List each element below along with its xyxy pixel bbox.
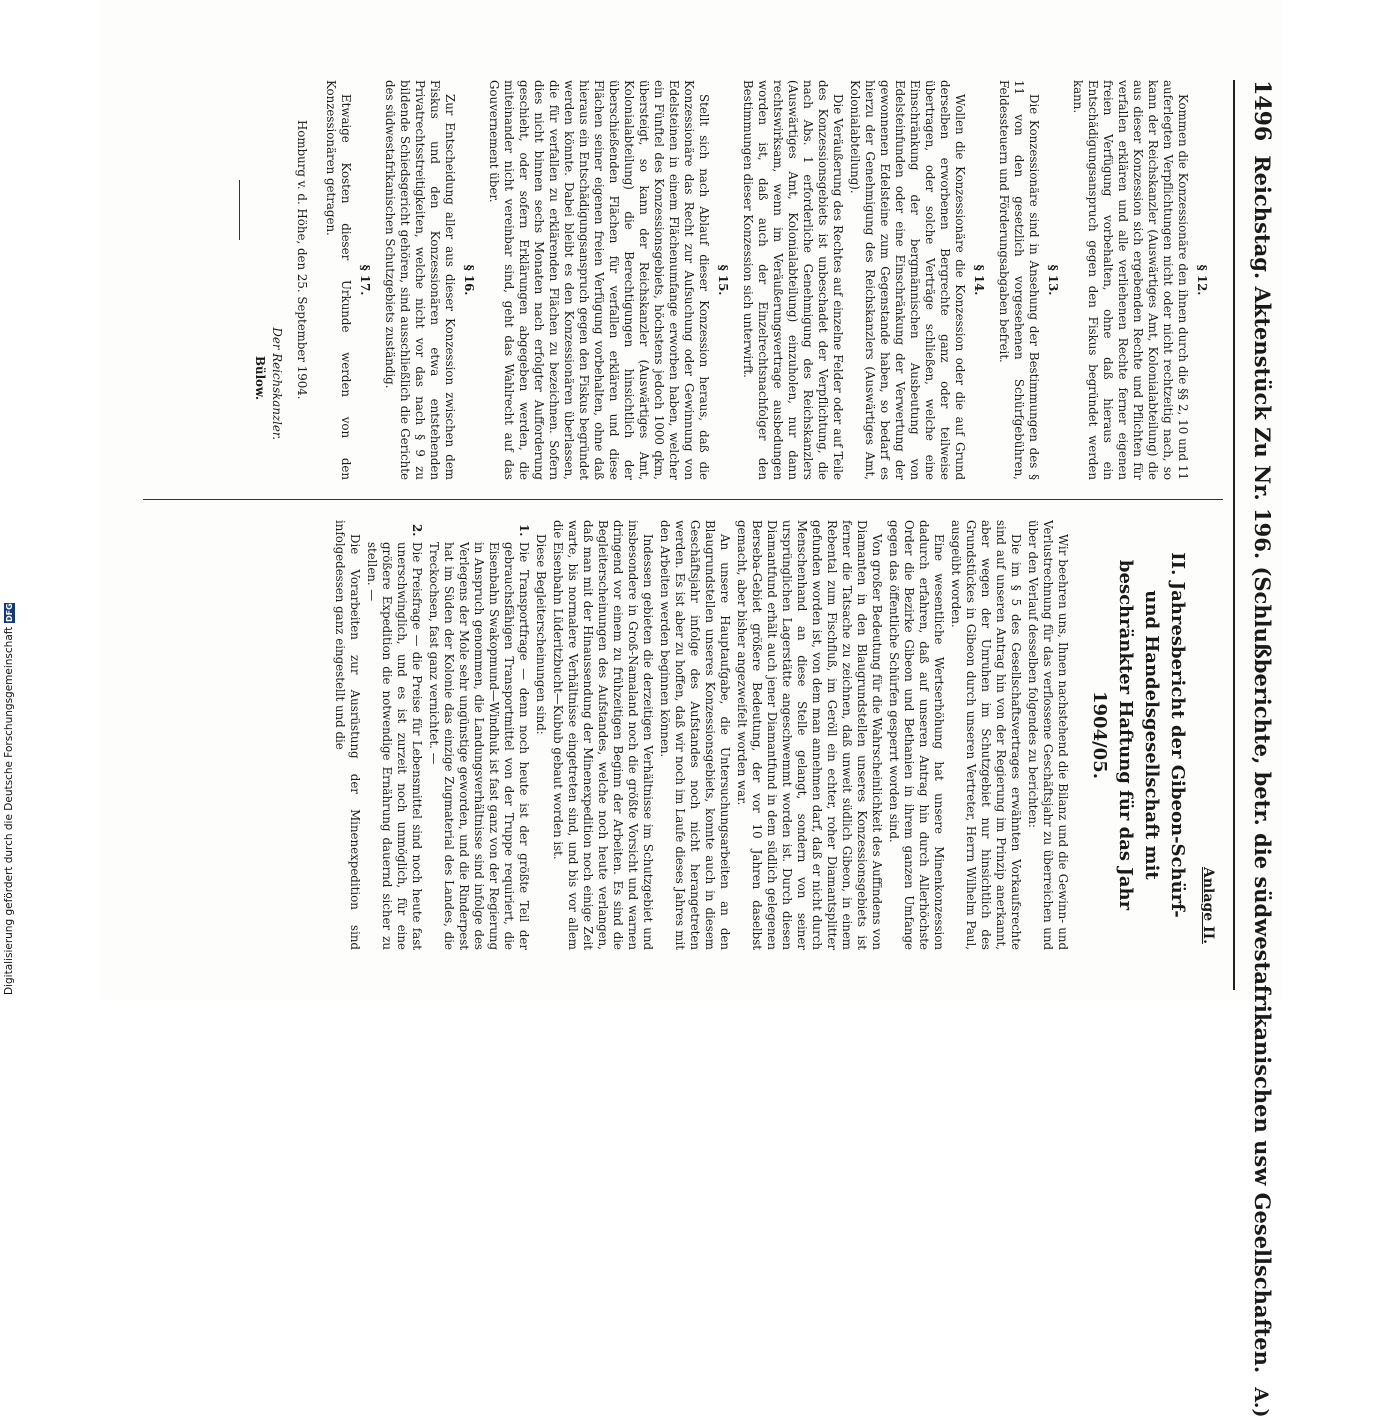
report-paragraph: Indessen gebieten die derzeitigen Verhältnisse im Schutzgebiet und insbesondere in Groß-Namaland noch die größte Vorsicht und warnen dringend vor einem zu frühzeitigen Beginn der Arbeiten. Es sind die Begleiterscheinungen des Aufstandes, welche noch heute verlangen, daß man mit der Hinaussendung der Minenexpedition noch einige Zeit warte, bis normalere Verhältnisse eingetreten sind, und bis vor allem die Eisenbahn Lüderitzbucht—Kubub gebaut worden ist. (551, 520, 655, 950)
annex-marker: A.) (1250, 1387, 1272, 1418)
section-heading: § 14. (972, 264, 986, 296)
section-paragraph: Zur Entscheidung aller aus dieser Konzession zwischen dem Fiskus und den Konzessionären etwa entstehenden Privatrechtsstreitigkeiten, welche nicht vor das nach § 9 zu bildende Schiedsgericht gehören, sind ausschließlich die Gerichte des südwestafrikanischen Schutzgebiets zuständig. (383, 80, 457, 480)
list-item (364, 520, 424, 950)
report-paragraph: An unsere Hauptaufgabe, die Untersuchungsarbeiten an den Blaugrundstellen unseres Konzessionsgebiets, konnte auch in diesem Geschäftsjahr infolge des Aufstandes noch nicht herangetreten werden. Es ist aber zu hoffen, daß wir noch im Laufe dieses Jahres mit den Arbeiten werden beginnen können. (658, 520, 732, 950)
left-column (119, 80, 1219, 480)
section-paragraph: Etwaige Kosten dieser Urkunde werden von den Konzessionären getragen. (324, 80, 353, 480)
digitization-credit (3, 603, 15, 995)
report-title: II. Jahresbericht der Gibeon-Schürf- und Handelsgesellschaft mit beschränkter Haftung für das Jahr 1904/05. (1089, 552, 1188, 918)
place-date: Homburg v. d. Höhe, den 25. September 1904. (295, 120, 309, 400)
list-item (426, 520, 531, 950)
right-column (119, 520, 1219, 950)
section-heading: § 15. (716, 264, 730, 296)
list-text: Die Preisfrage — die Preise für Lebensmittel sind noch heute fast unerschwinglich, und es ist zurzeit noch unmöglich, für eine größere Expedition die notwendige Ernährung dauernd sicher zu stellen. — (365, 542, 424, 950)
list-number: 2. (410, 524, 424, 537)
sidebar-strip (0, 0, 22, 1000)
page-header (1233, 80, 1275, 1418)
report-paragraph: Eine wesentliche Wertserhöhung hat unsere Minenkonzession dadurch erfahren, daß auf unseren Antrag hin durch Allerhöchste Order die Bezirke Gibeon und Bethanien in ihrem ganzen Umfange gegen das öffentliche Schürfen gesperrt worden sind. (887, 520, 946, 950)
section-paragraph: Die Veräußerung des Rechtes auf einzelne Felder oder auf Teile des Konzessionsgebiets ist unbeschadet der Verpflichtung, die nach Abs. 1 erforderliche Genehmigung des Reichskanzlers (Auswärtiges Amt, Kolonialabteilung) einzuholen, nur dann rechtswirksam, wenn im Veräußerungsvertrage ausbedungen worden ist, daß auch der Einzelrechtsnachfolger den Bestimmungen dieser Konzession sich unterwirft. (741, 80, 845, 480)
report-paragraph: Die im § 5 des Gesellschaftsvertrages erwähnten Vorkaufsrechte sind auf unseren Antrag hin von der Regierung im Prinzip anerkannt, aber wegen der Unruhen im Schutzgebiet nur hinsichtlich des Grundstückes in Gibeon durch unseren Vertreter, Herrn Wilhelm Paul, ausgeübt worden. (949, 520, 1023, 950)
section-heading: § 13. (1046, 264, 1060, 296)
dfg-logo-icon: DFG (4, 603, 14, 622)
section-paragraph: Wollen die Konzessionäre die Konzession oder die auf Grund derselben erworbenen Bergrechte ganz oder teilweise übertragen, oder solche Verträge schließen, welche eine Einschränkung der bergmännischen Ausbeutung von Edelsteinfunden oder eine Einschränkung der Verwertung der gewonnenen Edelsteine zum Gegenstande haben, so bedarf es hierzu der Genehmigung des Reichskanzlers (Auswärtiges Amt, Kolonialabteilung). (848, 80, 967, 480)
section-heading: § 12. (1195, 264, 1209, 296)
report-paragraph: Wir beehren uns, Ihnen nachstehend die Bilanz und die Gewinn- und Verlustrechnung für das verflossene Geschäftsjahr zu überreichen und über den Verlauf desselben folgendes zu berichten: (1026, 520, 1070, 950)
section-heading: § 16. (462, 264, 476, 296)
section-paragraph: Die Konzessionäre sind in Ansehung der Bestimmungen des § 11 von den gesetzlich vorgesehenen Schürfgebühren, Feldessteuern und Förderungsabgaben befreit. (997, 80, 1041, 480)
document-page (100, 0, 1283, 1418)
column-divider (143, 499, 1223, 500)
report-paragraph: Die Vorarbeiten zur Ausrüstung der Minenexpedition sind infolgedessen ganz eingestellt und die (333, 520, 362, 950)
section-paragraph: Stellt sich nach Ablauf dieser Konzession heraus, daß die Konzessionäre das Recht zur Aufsuchung oder Gewinnung von Edelsteinen in einem Flächenumfange erworben haben, welcher ein Fünftel des Konzessionsgebiets, höchstens jedoch 1000 qkm, übersteigt, so kann der Reichskanzler (Auswärtiges Amt, Kolonialabteilung) die Berechtigungen hinsichtlich der überschießenden Flächen für verfallen erklären und diese Flächen seiner eigenen freien Verfügung vorbehalten, ohne daß hieraus ein Entschädigungsanspruch gegen den Fiskus begründet werden könnte. Dabei bleibt es den Konzessionären überlassen, die für verfallen zu erklärenden Flächen zu bezeichnen. Sofern dies nicht binnen sechs Monaten nach erfolgter Aufforderung geschieht, oder sofern Erklärungen abgegeben werden, die miteinander nicht vereinbar sind, geht das Wahlrecht auf das Gouvernement über. (487, 80, 711, 480)
page-number: 1496 (1249, 80, 1275, 142)
signature-role: Der Reichskanzler. (270, 327, 284, 440)
section-heading: § 17. (358, 264, 372, 296)
annex-label: Anlage II. (1200, 867, 1216, 944)
closing-rule (239, 180, 240, 240)
signature-name: Bülow. (253, 356, 267, 400)
credit-text: Digitalisierung gefördert durch die Deutsche Forschungsgemeinschaft (3, 626, 15, 995)
report-paragraph: Diese Begleiterscheinungen sind: (534, 534, 548, 735)
report-paragraph: Von großer Bedeutung für die Wahrscheinlichkeit des Auffindens von Diamanten in den Blaugrundstellen unseres Konzessionsgebiets ist ferner die Tatsache zu zeichnen, daß unweit südlich Gibeon, in einem Rebental zum Fischfluß, im Geröll ein echter, roher Diamantsplitter gefunden worden ist, von dem man annehmen darf, daß er nicht durch Menschenhand an diese Stelle gelangt, sondern von seiner ursprünglichen Lagerstätte angeschwemmt worden ist. Durch diesen Diamantfund erhält auch jener Diamantfund in dem südlich gelegenen Berseba-Gebiet größere Bedeutung, der vor 10 Jahren daselbst gemacht, aber bisher angezweifelt worden war. (735, 520, 884, 950)
list-text: Die Transportfrage — denn noch heute ist der größte Teil der gebrauchsfähigen Transportmittel von der Truppe requiriert, die Eisenbahn Swakopmund—Windhuk ist fast ganz von der Regierung in Anspruch genommen, die Landungsverhältnisse sind infolge des Verlegens der Mole sehr ungünstige geworden, und die Rinderpest hat im Süden der Kolonie das einzige Zugmaterial des Landes, die Treckochsen, fast ganz vernichtet. — (427, 542, 531, 950)
running-title: Reichstag. Aktenstück Zu Nr. 196. (Schlußberichte, betr. die südwestafrikanischen usw Gesellschaften. (1250, 155, 1275, 1374)
list-number: 1. (517, 524, 531, 537)
section-paragraph: Kommen die Konzessionäre den ihnen durch die §§ 2, 10 und 11 auferlegten Verpflichtungen nicht oder nicht rechtzeitig nach, so kann der Reichskanzler (Auswärtiges Amt, Kolonialabteilung) die aus dieser Konzession sich ergebenden Rechte und Pflichten für verfallen erklären und alle verliehenen Rechte ferner eigenen freien Verfügung vorbehalten, ohne daß hieraus ein Entschädigungsanspruch gegen den Fiskus begründet werden kann. (1071, 80, 1190, 480)
